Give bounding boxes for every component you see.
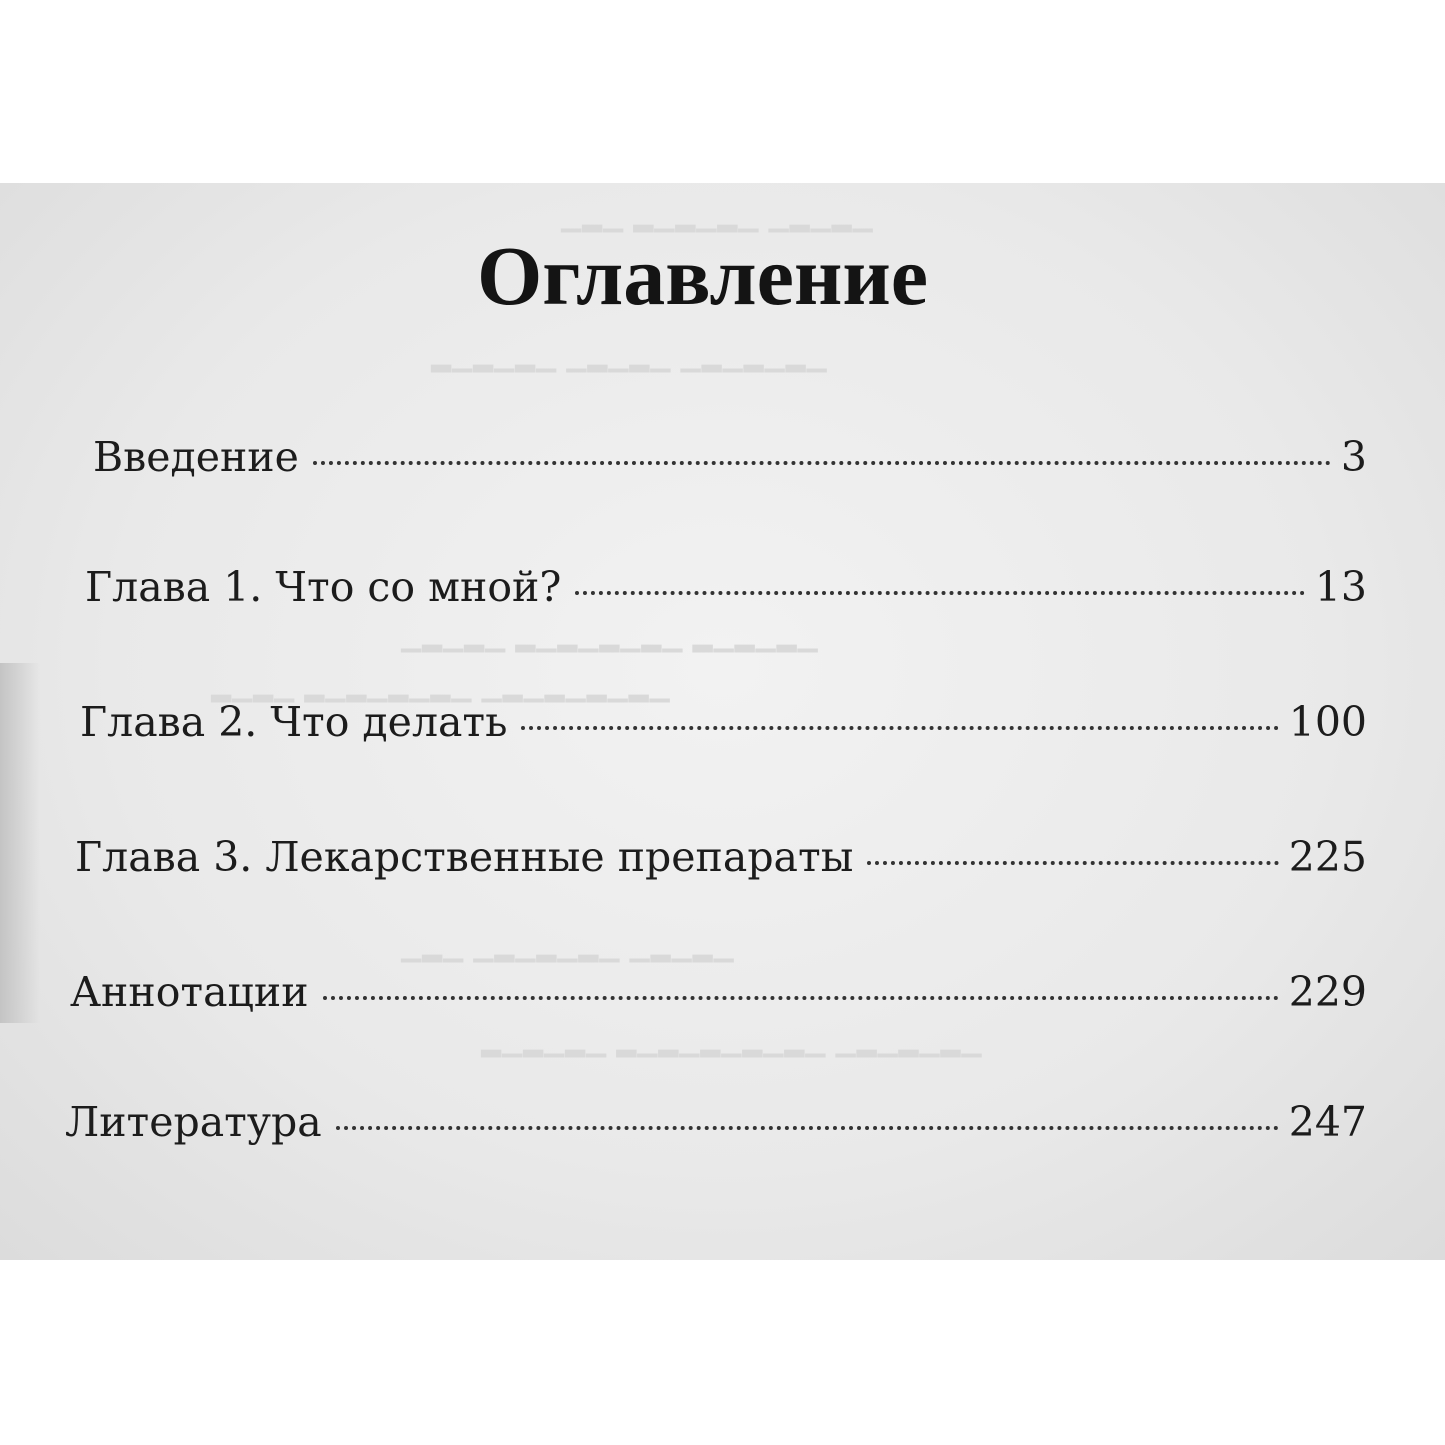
toc-entry bbox=[93, 433, 1367, 481]
toc-entry-label: Введение bbox=[93, 433, 299, 481]
page-curl-shadow bbox=[0, 663, 40, 1023]
toc-entry-label: Глава 3. Лекарственные препараты bbox=[75, 833, 854, 881]
toc-entry-page: 13 bbox=[1314, 563, 1367, 611]
toc-leader-dots bbox=[336, 1126, 1279, 1130]
toc-entry-label: Аннотации bbox=[70, 968, 309, 1016]
bleed-through-text: ▁▂▁▂▁▂▁ ▁▂▁▂▁▂▁▂▁▂ ▁▂▁▂▁▂ bbox=[480, 1028, 982, 1058]
toc-entry-page: 229 bbox=[1288, 968, 1367, 1016]
book-page bbox=[0, 183, 1445, 1260]
bleed-through-text: ▁▂▁▂▁▂ ▁▂▁▂▁▂▁▂ ▁▂▁▂▁ bbox=[400, 623, 818, 653]
toc-entry bbox=[80, 698, 1367, 746]
toc-entry bbox=[75, 833, 1367, 881]
toc-entry bbox=[65, 1098, 1367, 1146]
toc-entry-page: 247 bbox=[1288, 1098, 1367, 1146]
toc-leader-dots bbox=[521, 726, 1278, 730]
toc-entry-page: 3 bbox=[1340, 433, 1367, 481]
toc-entry bbox=[70, 968, 1367, 1016]
bleed-through-text: ▁▂▁▂▁ ▁▂▁▂▁▂▁ ▁▂▁ bbox=[400, 933, 734, 963]
toc-leader-dots bbox=[575, 591, 1305, 595]
toc-entry-page: 100 bbox=[1288, 698, 1367, 746]
bleed-through-text: ▁▂▁▂▁▂▁ ▁▂▁▂▁ ▁▂▁▂▁▂ bbox=[430, 343, 827, 373]
toc-entry-label: Глава 1. Что со мной? bbox=[85, 563, 562, 611]
toc-leader-dots bbox=[323, 996, 1279, 1000]
page-title: Оглавление bbox=[476, 230, 929, 323]
toc-leader-dots bbox=[313, 461, 1331, 465]
toc-leader-dots bbox=[867, 861, 1278, 865]
toc-entry-label: Литература bbox=[65, 1098, 322, 1146]
toc-entry-label: Глава 2. Что делать bbox=[80, 698, 508, 746]
bleed-through-text: ▁▂▁▂▁ ▁▂▁▂▁▂ ▁▂▁ bbox=[560, 203, 873, 233]
toc-entry-page: 225 bbox=[1288, 833, 1367, 881]
bleed-through-text: ▁▂▁▂▁▂▁▂▁ ▁▂▁▂▁▂▁▂ ▁▂▁▂ bbox=[210, 673, 670, 703]
toc-entry bbox=[85, 563, 1367, 611]
